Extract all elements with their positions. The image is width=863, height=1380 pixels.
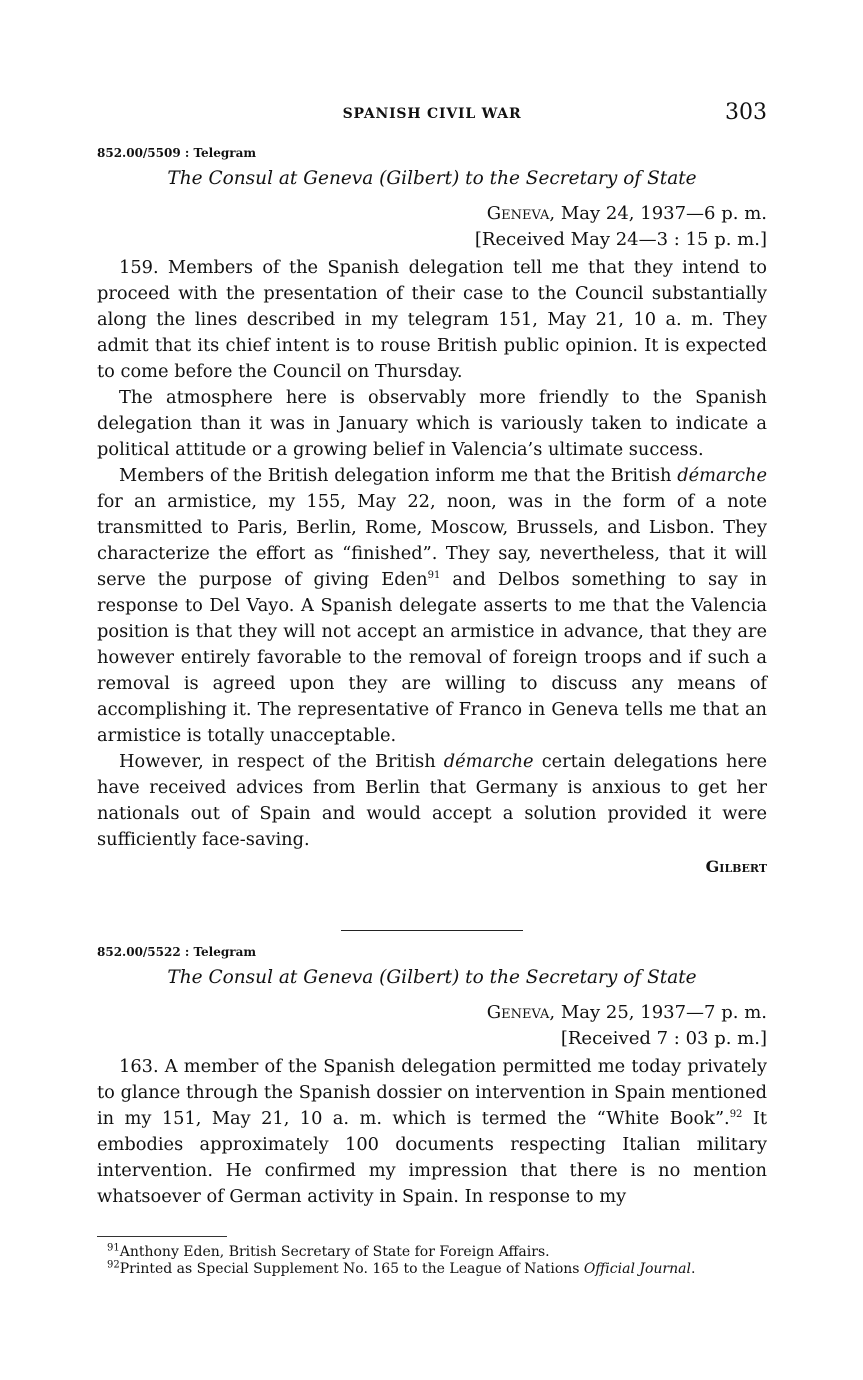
footnote-91 — [97, 1244, 767, 1261]
paragraph-text: for an armistice, my 155, May 22, noon, was in the form of a note transmitted to Paris, Berlin, Rome, Moscow, Brussels, and Lisbon. They characterize the effort as “finished”. They say, nevertheless, that it will serve the purpose of giving Eden — [97, 491, 767, 590]
paragraph: 159. Members of the Spanish delegation tell me that they intend to proceed with the presentation of their case to the Council substantially along the lines described in my telegram 151, May 21, 10 a. m. They admit that its chief intent is to rouse British public opinion. It is expected to come before the Council on Thursday. — [97, 257, 767, 382]
footnote-mark: 91 — [107, 1242, 120, 1254]
dateline — [97, 201, 767, 253]
heading-name: Gilbert — [386, 168, 453, 189]
paragraph — [97, 1054, 767, 1210]
footnote-ref: 92 — [729, 1109, 743, 1121]
telegram-body — [97, 1054, 767, 1210]
received-line: [Received 7 : 03 p. m.] — [560, 1028, 767, 1049]
dateline-date: , May 25, 1937—7 p. m. — [549, 1002, 767, 1023]
footnote-text: . — [690, 1261, 696, 1277]
footnote-rule — [97, 1236, 227, 1237]
footnote-ref: 91 — [427, 570, 441, 582]
paragraph — [97, 749, 767, 853]
telegram-5509 — [97, 146, 767, 876]
heading-name: Gilbert — [386, 967, 453, 988]
telegram-heading — [97, 967, 767, 988]
footnotes — [97, 1244, 767, 1278]
footnote-92 — [97, 1261, 767, 1278]
paragraph — [97, 463, 767, 749]
file-reference: 852.00/5509 : Telegram — [97, 146, 257, 160]
received-line: [Received May 24—3 : 15 p. m.] — [474, 229, 767, 250]
emphasis: démarche — [443, 751, 534, 772]
signature: Gilbert — [705, 857, 767, 876]
dateline — [97, 1000, 767, 1052]
paragraph-text: Members of the British delegation inform me that the British — [119, 465, 678, 486]
paragraph-text: It embodies approximately 100 documents respecting Italian military intervention. He confirmed my impression that there is no mention whatsoever of German activity in Spain. In response to my — [97, 1108, 767, 1207]
telegram-heading — [97, 168, 767, 189]
telegram-5522 — [97, 945, 767, 1210]
telegram-body — [97, 255, 767, 853]
emphasis: démarche — [677, 465, 767, 486]
paragraph: The atmosphere here is observably more friendly to the Spanish delegation than it was in January which is variously taken to indicate a political attitude or a growing belief in Valencia’s ultimate success. — [97, 387, 767, 460]
running-title: SPANISH CIVIL WAR — [342, 106, 522, 122]
footnote-text: Anthony Eden, British Secretary of State for Foreign Affairs. — [119, 1244, 550, 1260]
dateline-date: , May 24, 1937—6 p. m. — [549, 203, 767, 224]
page-number: 303 — [725, 100, 767, 125]
running-head — [97, 100, 767, 130]
heading-text: The Consul at Geneva ( — [167, 168, 387, 189]
paragraph-text: 163. A member of the Spanish delegation permitted me today privately to glance through the Spanish dossier on intervention in Spain mentioned in my 151, May 21, 10 a. m. which is termed the “White Book”. — [97, 1056, 767, 1129]
footnote-text: Printed as Special Supplement No. 165 to the League of Nations — [119, 1261, 584, 1277]
paragraph-text: certain delegations here have received advices from Berlin that Germany is anxious to get her nationals out of Spain and would accept a solution provided it were sufficiently face-saving. — [97, 751, 767, 850]
file-reference: 852.00/5522 : Telegram — [97, 945, 257, 959]
section-separator — [341, 930, 523, 931]
heading-text: ) to the Secretary of State — [452, 168, 697, 189]
heading-text: ) to the Secretary of State — [452, 967, 697, 988]
dateline-place: Geneva — [486, 203, 550, 224]
paragraph-text: and Delbos something to say in response to Del Vayo. A Spanish delegate asserts to me that the Valencia position is that they will not accept an armistice in advance, that they are however entirely favorable to the removal of foreign troops and if such a removal is agreed upon they are willing to discuss any means of accomplishing it. The representative of Franco in Geneva tells me that an armistice is totally unacceptable. — [97, 569, 767, 746]
footnote-mark: 92 — [107, 1259, 120, 1271]
paragraph-text: However, in respect of the British — [119, 751, 444, 772]
dateline-place: Geneva — [486, 1002, 550, 1023]
heading-text: The Consul at Geneva ( — [167, 967, 387, 988]
emphasis: Official Journal — [583, 1261, 691, 1277]
